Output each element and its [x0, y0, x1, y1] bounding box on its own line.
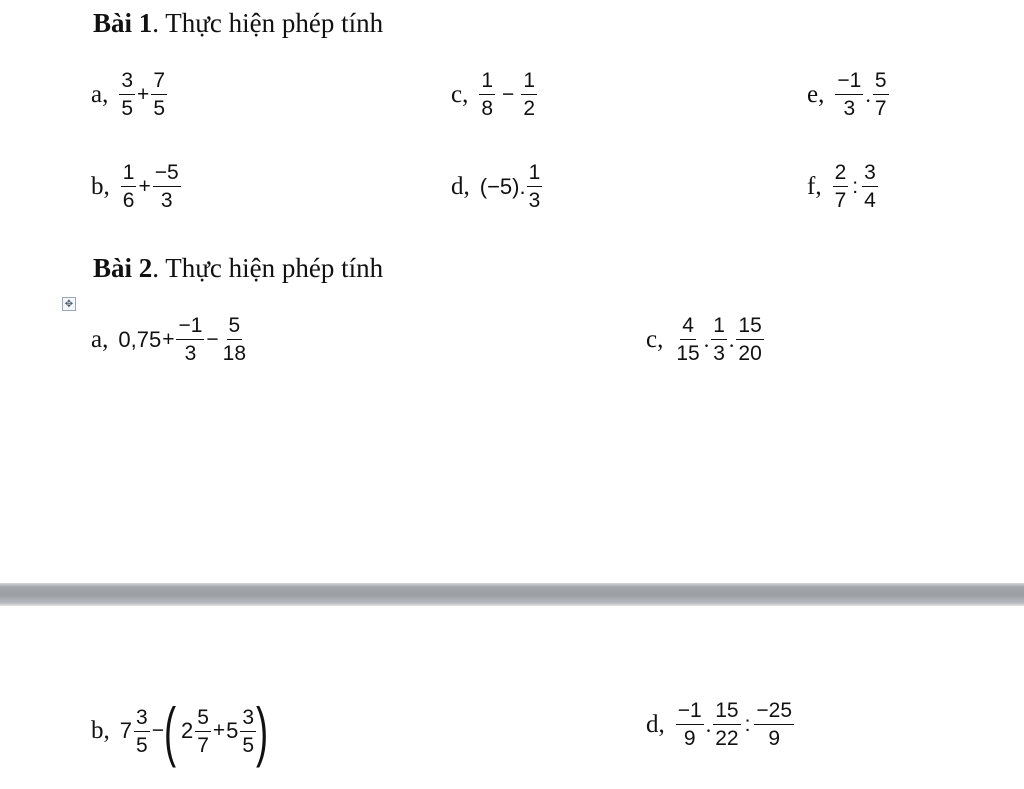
item-label: f, [807, 172, 822, 200]
fraction: $\frac{3}{5}$ [136, 705, 148, 757]
operator: + [162, 327, 175, 351]
item-label: c, [451, 80, 469, 108]
fraction: $\frac{3}{5}$ [121, 69, 134, 120]
move-handle-icon[interactable]: ✥ [62, 297, 76, 311]
fraction: $\frac{3}{4}$ [864, 161, 876, 212]
operator: . [705, 711, 712, 737]
document-page-2 [0, 606, 1024, 789]
bai2-item-a [91, 315, 249, 364]
bai1-item-e [807, 70, 890, 119]
bai2-item-b [91, 694, 269, 768]
fraction: $\frac{-1}{3}$ [178, 314, 203, 365]
fraction: $\frac{5}{7}$ [874, 69, 887, 120]
bai2-heading: Bài 2. Thực hiện phép tính [93, 253, 384, 283]
right-paren: ) [256, 694, 269, 768]
fraction: $\frac{-1}{9}$ [677, 699, 702, 750]
left-paren: ( [163, 694, 176, 768]
operator: . [865, 81, 871, 107]
expression-prefix: 0,75 [118, 326, 162, 352]
bai1-item-b [91, 162, 182, 211]
fraction: $\frac{1}{3}$ [713, 314, 725, 365]
bai1-item-a [91, 70, 168, 119]
operator: − [206, 327, 219, 351]
fraction: $\frac{-25}{9}$ [756, 699, 793, 750]
bai1-item-f [807, 162, 879, 211]
operator: − [151, 719, 164, 742]
operator: + [138, 174, 151, 198]
item-label: a, [91, 325, 109, 353]
fraction: $\frac{15}{20}$ [738, 314, 762, 365]
item-label: b, [91, 717, 110, 744]
expression-prefix: (−5). [479, 173, 526, 199]
fraction: $\frac{1}{2}$ [523, 69, 535, 120]
mixed-whole: 5 [226, 718, 239, 743]
fraction: $\frac{1}{8}$ [481, 69, 494, 120]
operator: . [703, 326, 710, 352]
fraction: $\frac{-5}{3}$ [154, 161, 179, 212]
mixed-whole: 2 [180, 718, 194, 743]
bai2-item-c [646, 315, 765, 364]
fraction: $\frac{2}{7}$ [834, 161, 847, 212]
item-label: d, [451, 172, 470, 200]
bai1-item-c [451, 70, 538, 119]
operator: : [852, 174, 859, 198]
fraction: $\frac{1}{6}$ [122, 161, 135, 212]
fraction: $\frac{7}{5}$ [153, 69, 165, 120]
item-label: c, [646, 325, 664, 353]
bai2-item-d [646, 700, 795, 749]
operator: + [137, 82, 150, 106]
item-label: e, [807, 80, 825, 108]
fraction: $\frac{1}{3}$ [528, 161, 541, 212]
item-label: a, [91, 80, 109, 108]
item-label: b, [91, 172, 110, 200]
operator: . [728, 326, 735, 352]
mixed-whole: 7 [119, 718, 132, 743]
bai1-item-d [451, 162, 543, 211]
fraction: $\frac{4}{15}$ [676, 314, 700, 365]
operator: : [744, 712, 751, 736]
page-break-gap [0, 583, 1024, 606]
fraction: $\frac{5}{7}$ [197, 705, 209, 757]
fraction: $\frac{15}{22}$ [715, 699, 739, 750]
operator: − [502, 82, 515, 106]
fraction: $\frac{5}{18}$ [222, 314, 247, 365]
fraction: $\frac{-1}{3}$ [837, 69, 862, 120]
item-label: d, [646, 710, 665, 738]
bai1-heading: Bài 1. Thực hiện phép tính [93, 8, 384, 38]
operator: + [212, 719, 226, 742]
fraction: $\frac{3}{5}$ [242, 705, 255, 757]
